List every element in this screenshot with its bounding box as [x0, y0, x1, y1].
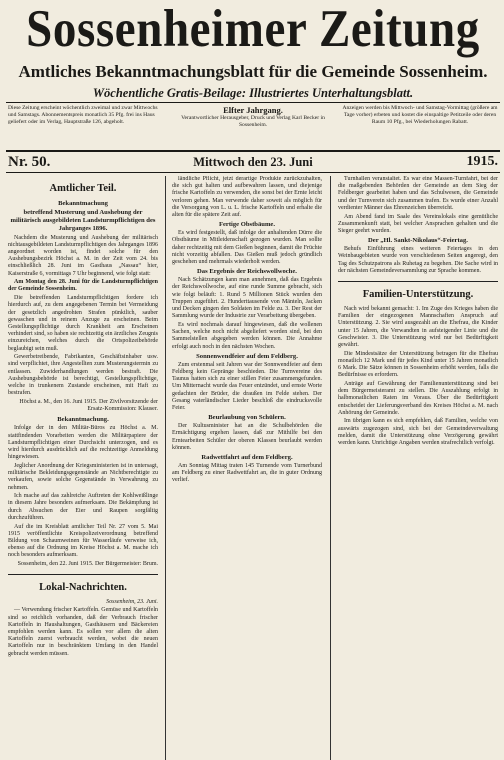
paragraph: Nach wird bekannt gemacht: 1. Im Zuge des Krieges haben die Familien der eingezogenen Mannschaften Anspruch auf Unterstützung. 2. Sie wird ausgezahlt an die Ehefrau, die Kinder unter 15 Jahren, die Verwandten in aufsteigender Linie und die Geschwister. 3. Die Unterstützung wird nur bei Bedürftigkeit gewährt.: [338, 305, 498, 348]
publisher-text: Verantwortlicher Herausgeber, Druck und Verlag Karl Becker in Sossenheim.: [181, 115, 325, 128]
newspaper-title: Sossenheimer Zeitung: [26, 0, 480, 59]
paragraph: Der Kultusminister hat an die Schulbehörden die Ermächtigung ergehen lassen, daß zur Mithilfe bei den Erntearbeiten Schüler der oberen Klassen beurlaubt werden können.: [172, 423, 322, 451]
masthead-rule: [6, 102, 500, 103]
section-divider: [8, 574, 158, 575]
paragraph: Am Abend fand im Saale des Vereinslokals eine gemütliche Zusammenkunft statt, bei welcher Ansprachen gehalten und die Sieger geehrt wurden.: [338, 213, 498, 234]
issue-bar: [8, 154, 498, 172]
notice-heading: Bekanntmachung.: [57, 416, 109, 424]
paragraph: Anträge auf Gewährung der Familienunterstützung sind bei dem Bürgermeisteramt zu stellen. Die Auszahlung erfolgt in halbmonatlichen Raten im Voraus. Über die Bedürftigkeit entscheidet der Lieferungsverband des Kreises Höchst a. M. nach Anhörung der Gemeinde.: [338, 380, 498, 416]
publisher-info: [178, 105, 328, 129]
paragraph: Jeglicher Anordnung der Kriegsministerien ist in untersagt, militärische Bekleidungsgegenstände an Nichtberechtigte zu verkaufen, sowie solche Gegenstände in Verwahrung zu nehmen.: [8, 462, 158, 491]
paragraph: Es wird nochmals darauf hingewiesen, daß die wollenen Sachen, welche noch nicht abgeliefert worden sind, bei den Sammelstellen abgegeben werden können. Die Annahme erfolgt auch noch in den nächsten Wochen.: [172, 321, 322, 350]
paragraph: Die betreffenden Landsturmpflichtigen fordere ich hierdurch auf, zu dem angegebenen Termin bei Vermeidung der gesetzlich angedrohten Strafen pünktlich, sauber gewaschen und in reinem Anzuge zu erscheinen. Beim Gestellungspflichtige durch Krankheit am Erscheinen verhindert sind, so haben sie rechtzeitig ein ärztliches Zeugnis einzureichen, welches durch die Ortspolizeibehörde beglaubigt sein muß.: [8, 295, 158, 352]
masthead: [6, 0, 500, 100]
section-heading-official: Amtlicher Teil.: [49, 183, 117, 194]
newspaper-subtitle: Amtliches Bekanntmachungsblatt für die Gemeinde Sossenheim.: [18, 62, 488, 81]
section-divider: [338, 281, 498, 282]
article-heading: Das Ergebnis der Reichswollwoche.: [197, 268, 297, 276]
article-heading: Radwettfahrt auf dem Feldberg.: [201, 454, 293, 461]
paragraph: Gewerbetreibende, Fabrikanten, Geschäftsinhaber usw. sind verpflichtet, ihre Angestellten zum Musterungstermin zu entlassen. Zuwiderhandlungen werden bestraft. Die Aushebungsbehörde ist berechtigt, Gestellungspflichtige, welche in trunkenem Zustande erscheinen, mit Haft zu bestrafen.: [8, 354, 158, 397]
paragraph: ländliche Pflicht, jetzt derartige Produkte zurückzuhalten, die sich gut halten und aufbewahren lassen, und diejenige frische Kartoffeln zu verwenden, die sonst bei der Ernte leicht verloren gehen. Man verwende daher soweit als möglich für die Versorgung von L. u. L. frische Kartoffeln und erhalte die alten für die spätere Zeit auf.: [172, 176, 322, 219]
notice-subject: betreffend Musterung und Aushebung der militärisch ausgebildeten Landsturmpflichtigen des Jahrganges 1896.: [10, 209, 156, 232]
paragraph: Im übrigen kann es sich empfehlen, daß Familien, welche von auswärts zugezogen sind, sich bei der Gemeindeverwaltung melden, damit die Unterstützung ohne Verzögerung gewährt werden kann. Unrichtige Angaben werden strafrechtlich verfolgt.: [338, 418, 498, 447]
section-heading-family-support: Familien-Unterstützung.: [362, 288, 474, 300]
column-divider-2: [330, 176, 331, 760]
issue-date: Mittwoch den 23. Juni: [193, 155, 313, 169]
issue-rule-bottom: [6, 172, 500, 173]
article-heading: Beurlaubung von Schülern.: [208, 414, 286, 422]
paragraph: Am Sonntag Mittag traten 145 Turnende vom Turnerbund am Feldberg zu einer Radwettfahrt an, die in guter Ordnung verlief.: [172, 463, 322, 484]
paragraph: Behufs Einführung eines weiteren Feiertages in den Weinbaugebieten wurde von verschiedenen Seiten angeregt, den Tag des Schutzpatrons als Ruhetag zu begehen. Die Sache wird in der nächsten Gemeindeversammlung zur Sprache kommen.: [338, 246, 498, 274]
section-heading-local: Lokal-Nachrichten.: [39, 582, 127, 594]
advertising-info: Anzeigen werden bis Mittwoch- und Samstag-Vormittag (größere am Tage vorher) erbeten und kostet die einspaltige Petitzeile oder deren Raum 10 Pfg., bei Wiederholungen Rabatt.: [342, 105, 498, 125]
paragraph: Nach Schätzungen kann man annehmen, daß das Ergebnis der Reichswollwoche, auf eine runde Summe gebracht, sich wie folgt beläuft: 1. Rund 5 Millionen Stück wurden den Truppen zugeführt. 2. Hunderttausende von Mänteln, Jacken und Decken gingen den Soldaten im Felde zu. 3. Der Rest der Sammlung wurde der Industrie zur Verarbeitung übergeben.: [172, 277, 322, 320]
notice-heading: Bekanntmachung: [58, 200, 108, 207]
issue-year: 1915.: [466, 154, 498, 169]
paragraph: Nachdem die Musterung und Aushebung der militärisch nichtausgebildeten Landsturmpflichtigen des Jahrganges 1896 angeordnet worden ist, findet solche für den Aushebungsbezirk Höchst a. M. in der Zeit vom 24. bis einschließlich 28. Juni im Gasthaus „Nassau“ hier, Kaiserstraße 6, vormittags 7 Uhr beginnend, wie folgt statt:: [8, 234, 158, 277]
paragraph: Turnhallen veranstaltet. Es war eine Massen-Turnfahrt, bei der die maßgebenden Behörden der Gemeinde an dem Sieg der Feldberger gearbeitet haben und das Schulwesen, die Gemeinde und der Turnverein sich zusammen trafen. Es wurde einer Anzahl verdienter Männer das Ehrenzeichen überreicht.: [338, 176, 498, 211]
newspaper-supplement-line: Wöchentliche Gratis-Beilage: Illustriertes Unterhaltungsblatt.: [92, 86, 414, 100]
article-heading: Der „Hl. Sankt-Nikolaus“-Feiertag.: [368, 237, 468, 245]
signature: Sossenheim, den 22. Juni 1915. Der Bürgermeister: Brum.: [17, 561, 158, 568]
paragraph: — Verwendung frischer Kartoffeln. Gemüse und Kartoffeln sind so reichlich vorhanden, daß der Verbrauch frischer Kartoffeln in Haushaltungen, Gasthäusern und Bäckereien empfohlen werden kann. Es sollen vor allem die alten Kartoffeln zuerst verbraucht werden, wobei die neuen Kartoffeln nur in beschränktem Umfang in den Handel gebracht werden müssen.: [8, 607, 158, 657]
volume-year: Elfter Jahrgang.: [223, 105, 283, 115]
paragraph: Ich mache auf das zahlreiche Auftreten der Kohlweißlinge in diesem Jahre besonders aufmerksam. Die Bekämpfung ist durch Absuchen der Eier und Raupen sorgfältig durchzuführen.: [8, 493, 158, 521]
article-heading: Fertige Obstbäume.: [218, 221, 276, 229]
column-divider-1: [165, 176, 166, 760]
paragraph: Auf die im Kreisblatt amtlicher Teil Nr. 27 vom 5. Mai 1915 veröffentlichte Kreispolizeiverordnung betreffend Bildung von Schaumweinen für Wasserläufe verweise ich, ebenso auf die Ordnung im Kreise Höchst a. M. mache ich noch besonders aufmerksam.: [8, 523, 158, 559]
dateline: Sossenheim, 23. Juni.: [106, 599, 158, 606]
column-2: [172, 176, 322, 760]
paragraph: Am Montag den 28. Juni für die Landsturmpflichtigen der Gemeinde Sossenheim.: [8, 279, 158, 293]
subscription-info: Diese Zeitung erscheint wöchentlich zweimal und zwar Mittwochs und Samstags. Abonnementspreis monatlich 35 Pfg. frei ins Haus geliefert oder im Verlag, Hauptstraße 126, abgeholt.: [8, 105, 158, 125]
paragraph: Infolge der in den Militär-Büros zu Höchst a. M. stattfindenden Vorarbeiten werden die Militärpapiere der Landsturmpflichtigen einer Durchsicht unterzogen, und es wird hierdurch ausdrücklich auf die rechtzeitige Anmeldung hingewiesen.: [8, 425, 158, 461]
column-1: [8, 176, 158, 760]
paragraph: Die Mindestsätze der Unterstützung betragen für die Ehefrau monatlich 12 Mark und für jedes Kind unter 15 Jahren monatlich 6 Mark. Die Sätze können in Sossenheim erhöht werden, falls die Bedürfnisse es erfordern.: [338, 350, 498, 379]
paragraph: Es wird festgestellt, daß infolge der anhaltenden Dürre die Obstbäume in Mitleidenschaft gezogen wurden. Man sollte daher rechtzeitig mit dem Gießen beginnen, damit die Früchte nicht vorzeitig abfallen. Das Gießen muß jedoch gründlich geschehen und mehrmals wiederholt werden.: [172, 230, 322, 266]
paragraph: Zum erstenmal seit Jahren war der Sonnwendfeier auf dem Feldberg kein Gepränge beschieden. Die Turnvereine des Taunus hatten sich zu einer stillen Feier zusammengefunden. Um Mitternacht wurde das Feuer entzündet, und ernste Worte gedachten der Brüder, die draußen im Felde stehen. Der Gesang vaterländischer Lieder beschloß die eindrucksvolle Feier.: [172, 361, 322, 411]
signature: Höchst a. M., den 16. Juni 1915. Der Zivilvorsitzende der Ersatz-Kommission: Klauser.: [19, 398, 158, 413]
issue-rule-top: [6, 150, 500, 152]
article-heading: Sonnenwendfeier auf dem Feldberg.: [196, 352, 298, 360]
column-3: [338, 176, 498, 760]
issue-number: Nr. 50.: [8, 154, 51, 170]
